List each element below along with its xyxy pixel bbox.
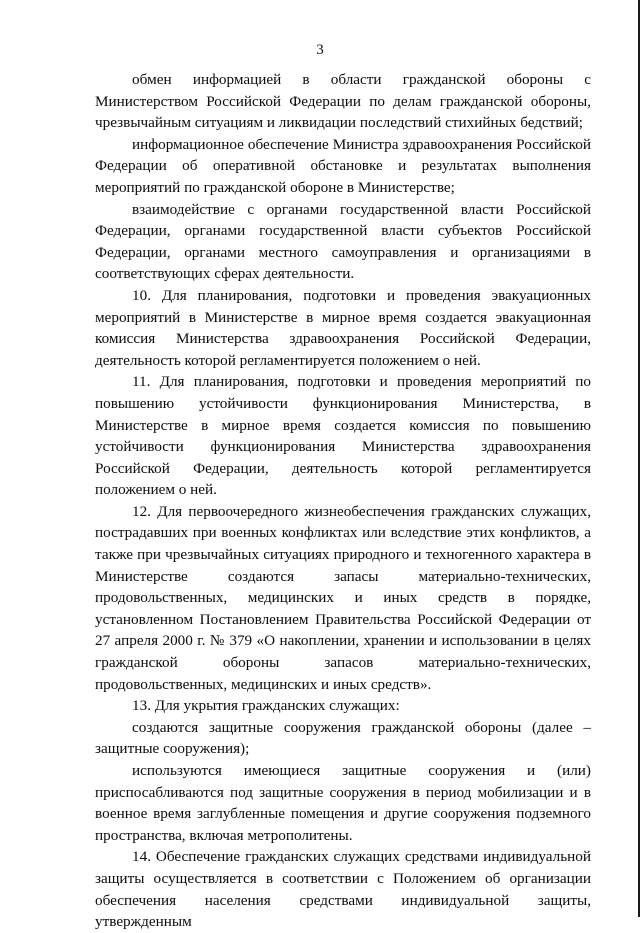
paragraph-14-protective-equipment: 14. Обеспечение гражданских служащих средствами индивидуальной защиты осуществляется в соответствии с Положением об организации обеспечения населения средствами индивидуальной защиты, утвержденным [95, 848, 591, 931]
paragraph-existing-structures: используются имеющиеся защитные сооружения и (или) приспосабливаются под защитные сооружения в период мобилизации и в военное время заглубленные помещения и другие сооружения подземного пространства, включая метрополитены. [95, 762, 591, 844]
page-number: 3 [316, 42, 324, 58]
paragraph-cooperation: взаимодействие с органами государственной власти Российской Федерации, органами государственной власти субъектов Российской Федерации, органами местного самоуправления и организациями в соответствующих сферах деятельности. [95, 200, 591, 283]
paragraph-minister-info: информационное обеспечение Министра здравоохранения Российской Федерации об оперативной обстановке и результатах выполнения мероприятий по гражданской обороне в Министерстве; [95, 135, 591, 196]
document-body [95, 69, 591, 933]
paragraph-10-evacuation-commission: 10. Для планирования, подготовки и проведения эвакуационных мероприятий в Министерстве в мирное время создается эвакуационная комиссия Министерства здравоохранения Российской Федерации, деятельность которой регламентируется положением о ней. [95, 286, 591, 369]
paragraph-12-reserves: 12. Для первоочередного жизнеобеспечения гражданских служащих, пострадавших при военных конфликтах или вследствие этих конфликтов, а также при чрезвычайных ситуациях природного и техногенного характера в Министерстве создаются запасы материально-технических, продовольственных, медицинских и иных средств в порядке, установленном Постановлением Правительства Российской Федерации от 27 апреля 2000 г. № 379 «О накоплении, хранении и использовании в целях гражданской обороны запасов материально-технических, продовольственных, медицинских и иных средств». [95, 502, 591, 693]
paragraph-protective-structures: создаются защитные сооружения гражданской обороны (далее – защитные сооружения); [95, 718, 591, 758]
paragraph-11-stability-commission: 11. Для планирования, подготовки и проведения мероприятий по повышению устойчивости функционирования Министерства, в Министерстве в мирное время создается комиссия по повышению устойчивости функционирования Министерства здравоохранения Российской Федерации, деятельность которой регламентируется положением о ней. [95, 373, 591, 499]
paragraph-info-exchange: обмен информацией в области гражданской обороны с Министерством Российской Федерации по делам гражданской обороны, чрезвычайным ситуациям и ликвидации последствий стихийных бедствий; [95, 71, 591, 132]
paragraph-13-shelter: 13. Для укрытия гражданских служащих: [132, 697, 400, 715]
